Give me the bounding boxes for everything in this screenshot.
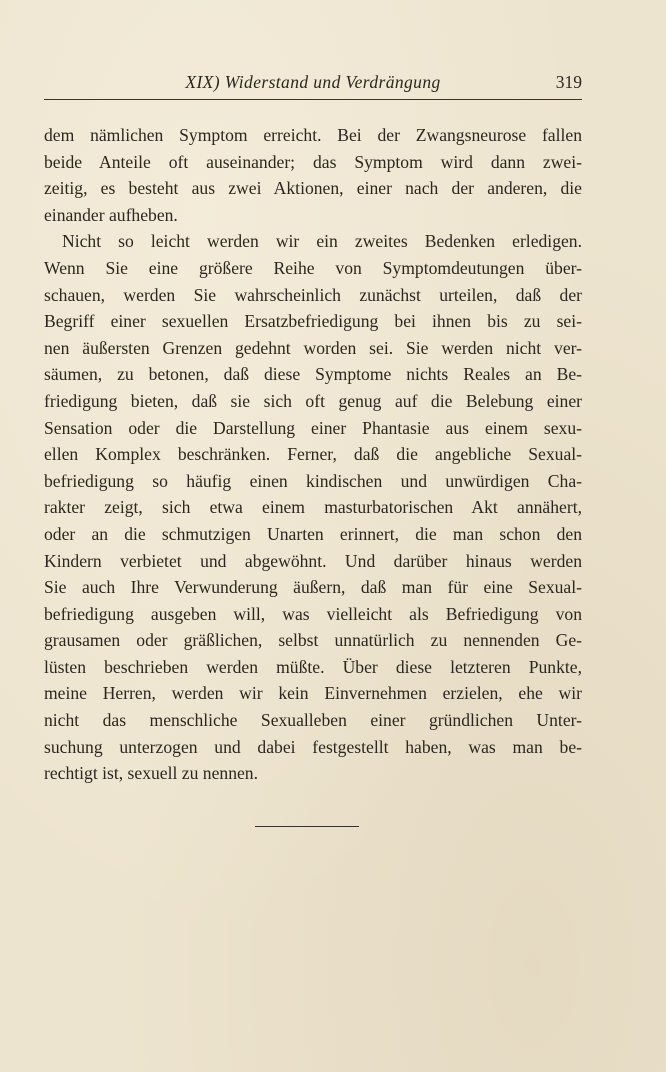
text-line: schauen, werden Sie wahrscheinlich zunächst urteilen, daß der — [44, 284, 582, 305]
page-number: 319 — [555, 72, 582, 92]
text-line: befriedigung so häufig einen kindischen und unwürdigen Cha- — [44, 470, 582, 491]
text-line: Begriff einer sexuellen Ersatzbefriedigung bei ihnen bis zu sei- — [44, 311, 582, 332]
text-line: rechtigt ist, sexuell zu nennen. — [44, 763, 258, 784]
text-line: Sie auch Ihre Verwunderung äußern, daß man für eine Sexual- — [44, 577, 582, 598]
text-line: ellen Komplex beschränken. Ferner, daß die angebliche Sexual- — [44, 444, 582, 465]
body-text — [44, 122, 582, 787]
section-end-rule — [255, 826, 359, 827]
running-head — [44, 72, 582, 102]
text-line: dem nämlichen Symptom erreicht. Bei der Zwangsneurose fallen — [44, 125, 582, 145]
text-line: oder an die schmutzigen Unarten erinnert, die man schon den — [44, 523, 582, 544]
text-line: friedigung bieten, daß sie sich oft genug auf die Belebung einer — [44, 390, 582, 411]
chapter-title: XIX) Widerstand und Verdrängung — [185, 72, 441, 92]
text-line: nicht das menschliche Sexualleben einer gründlichen Unter- — [44, 710, 582, 731]
text-line: suchung unterzogen und dabei festgestellt haben, was man be- — [44, 736, 582, 757]
header-rule — [44, 99, 582, 100]
text-line: rakter zeigt, sich etwa einem masturbatorischen Akt annähert, — [44, 497, 582, 518]
text-line: einander aufheben. — [44, 204, 178, 225]
text-line: Wenn Sie eine größere Reihe von Symptomdeutungen über- — [44, 257, 582, 278]
text-line: Nicht so leicht werden wir ein zweites Bedenken erledigen. — [62, 231, 582, 252]
text-line: beide Anteile oft auseinander; das Symptom wird dann zwei- — [44, 151, 582, 172]
text-line: Kindern verbietet und abgewöhnt. Und darüber hinaus werden — [44, 550, 582, 571]
text-line: säumen, zu betonen, daß diese Symptome nichts Reales an Be- — [44, 364, 582, 385]
text-line: meine Herren, werden wir kein Einvernehmen erzielen, ehe wir — [44, 683, 582, 704]
text-line: nen äußersten Grenzen gedehnt worden sei. Sie werden nicht ver- — [44, 337, 582, 358]
text-line: lüsten beschrieben werden müßte. Über diese letzteren Punkte, — [44, 656, 582, 677]
text-line: Sensation oder die Darstellung einer Phantasie aus einem sexu- — [44, 417, 582, 438]
text-line: befriedigung ausgeben will, was vielleicht als Befriedigung von — [44, 603, 582, 624]
text-line: grausamen oder gräßlichen, selbst unnatürlich zu nennenden Ge- — [44, 630, 582, 651]
text-line: zeitig, es besteht aus zwei Aktionen, einer nach der anderen, die — [44, 178, 582, 199]
